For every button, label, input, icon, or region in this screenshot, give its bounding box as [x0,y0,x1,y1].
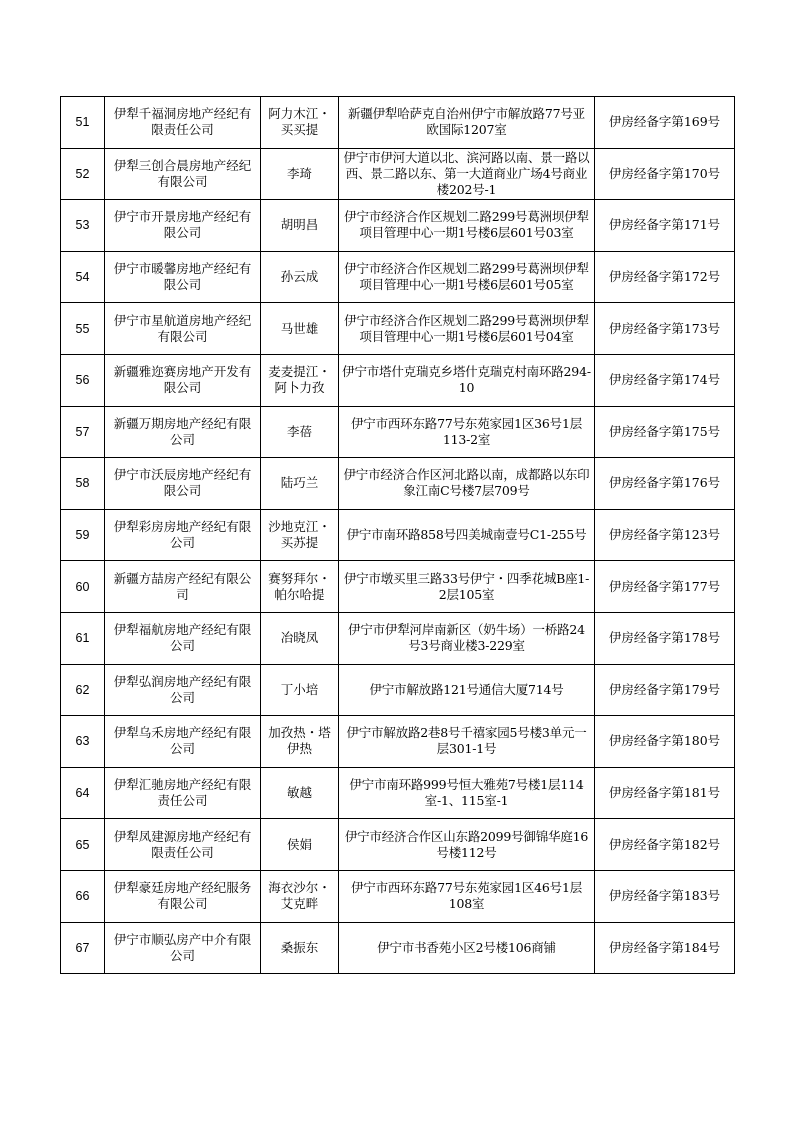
contact-person-cell [261,716,339,768]
contact-person: 陆巧兰 [280,475,319,491]
company-name-cell [105,458,261,510]
contact-person: 丁小培 [280,681,319,697]
contact-person: 李琦 [286,165,312,181]
company-name-cell [105,200,261,252]
row-number-cell [61,767,105,819]
company-address-cell [339,148,595,200]
contact-person: 海衣沙尔・艾克畔 [268,880,331,912]
record-code: 伊房经备字第183号 [608,888,721,904]
company-address-cell [339,664,595,716]
company-name-cell [105,870,261,922]
record-code-cell [595,819,735,871]
contact-person: 马世雄 [280,320,319,336]
row-number: 64 [75,786,90,801]
contact-person-cell [261,303,339,355]
contact-person-cell [261,251,339,303]
contact-person-cell [261,922,339,974]
company-address-cell [339,922,595,974]
row-number: 66 [75,889,90,904]
table-row [61,148,735,200]
contact-person: 赛努拜尔・帕尔哈提 [268,570,331,602]
company-address: 伊宁市经济合作区规划二路299号葛洲坝伊犁项目管理中心一期1号楼6层601号05室 [344,261,589,293]
contact-person: 冶晓凤 [280,630,319,646]
table-row [61,354,735,406]
record-code-cell [595,303,735,355]
row-number-cell [61,870,105,922]
company-name: 伊犁福航房地产经纪有限公司 [113,622,252,654]
company-address-cell [339,303,595,355]
contact-person: 敏越 [286,785,312,801]
record-code: 伊房经备字第178号 [608,630,721,646]
record-code-cell [595,664,735,716]
company-name: 伊宁市暖馨房地产经纪有限公司 [113,261,252,293]
row-number: 56 [75,373,90,388]
record-code-cell [595,870,735,922]
row-number: 65 [75,837,90,852]
contact-person-cell [261,406,339,458]
company-address-cell [339,354,595,406]
contact-person: 阿力木江・买买提 [268,106,331,138]
record-code: 伊房经备字第181号 [608,785,721,801]
table-row [61,664,735,716]
company-name: 伊犁千福洞房地产经纪有限责任公司 [113,106,252,138]
record-code: 伊房经备字第180号 [608,733,721,749]
record-code-cell [595,354,735,406]
record-code: 伊房经备字第172号 [608,269,721,285]
contact-person: 侯娟 [286,836,312,852]
company-address: 伊宁市解放路121号通信大厦714号 [369,681,564,697]
table-row [61,97,735,149]
row-number-cell [61,922,105,974]
company-address: 新疆伊犁哈萨克自治州伊宁市解放路77号亚欧国际1207室 [348,106,585,138]
table-row [61,819,735,871]
record-code: 伊房经备字第184号 [608,939,721,955]
record-code-cell [595,922,735,974]
row-number-cell [61,97,105,149]
table-row [61,303,735,355]
company-name: 伊犁豪廷房地产经纪服务有限公司 [113,880,252,912]
row-number: 54 [75,270,90,285]
record-code: 伊房经备字第170号 [608,165,721,181]
row-number: 60 [75,579,90,594]
company-address: 伊宁市解放路2巷8号千禧家园5号楼3单元一层301-1号 [346,725,587,757]
company-name: 伊犁弘润房地产经纪有限公司 [113,673,252,705]
table-row [61,251,735,303]
table-row [61,200,735,252]
contact-person-cell [261,561,339,613]
record-code: 伊房经备字第171号 [608,217,721,233]
company-address-cell [339,561,595,613]
company-name: 伊犁汇驰房地产经纪有限责任公司 [113,777,252,809]
company-address-cell [339,819,595,871]
record-code-cell [595,97,735,149]
record-code-cell [595,612,735,664]
company-address: 伊宁市经济合作区河北路以南，成都路以东印象江南C号楼7层709号 [343,467,590,499]
record-code: 伊房经备字第173号 [608,320,721,336]
company-address-cell [339,406,595,458]
row-number-cell [61,406,105,458]
record-code-cell [595,561,735,613]
row-number-cell [61,458,105,510]
company-name: 新疆方喆房产经纪有限公司 [113,570,252,602]
table-row [61,509,735,561]
company-name-cell [105,303,261,355]
company-address-cell [339,767,595,819]
row-number: 57 [75,424,90,439]
row-number-cell [61,303,105,355]
row-number: 61 [75,631,90,646]
row-number-cell [61,251,105,303]
row-number-cell [61,509,105,561]
contact-person: 加孜热・塔伊热 [268,725,331,757]
company-name-cell [105,612,261,664]
company-address-cell [339,612,595,664]
company-address: 伊宁市墩买里三路33号伊宁・四季花城B座1-2层105室 [343,570,590,602]
company-name: 伊犁凤建源房地产经纪有限责任公司 [113,828,252,860]
company-name-cell [105,767,261,819]
row-number: 55 [75,321,90,336]
table-row [61,612,735,664]
contact-person: 沙地克江・买苏提 [268,519,331,551]
company-address: 伊宁市塔什克瑞克乡塔什克瑞克村南环路294-10 [342,364,591,396]
record-code-cell [595,458,735,510]
contact-person-cell [261,200,339,252]
table-row [61,767,735,819]
row-number: 53 [75,218,90,233]
company-name-cell [105,664,261,716]
contact-person-cell [261,612,339,664]
company-name-cell [105,354,261,406]
table-row [61,870,735,922]
contact-person-cell [261,819,339,871]
record-code: 伊房经备字第179号 [608,681,721,697]
company-address: 伊宁市经济合作区山东路2099号御锦华庭16号楼112号 [344,828,589,860]
company-name-cell [105,148,261,200]
company-name: 伊犁彩房房地产经纪有限公司 [113,519,252,551]
company-address: 伊宁市书香苑小区2号楼106商铺 [377,939,556,955]
row-number: 63 [75,734,90,749]
contact-person-cell [261,509,339,561]
contact-person: 孙云成 [280,269,319,285]
row-number-cell [61,354,105,406]
company-name-cell [105,922,261,974]
row-number-cell [61,561,105,613]
row-number: 58 [75,476,90,491]
record-code-cell [595,509,735,561]
registry-body [61,97,735,974]
company-address: 伊宁市南环路999号恒大雅苑7号楼1层114室-1、115室-1 [349,777,584,809]
company-name-cell [105,819,261,871]
company-name-cell [105,561,261,613]
row-number-cell [61,148,105,200]
company-name-cell [105,406,261,458]
company-name: 伊宁市顺弘房产中介有限公司 [113,931,252,963]
row-number: 62 [75,682,90,697]
company-address: 伊宁市南环路858号四美城南壹号C1-255号 [346,527,587,543]
record-code: 伊房经备字第177号 [608,578,721,594]
contact-person-cell [261,97,339,149]
row-number-cell [61,819,105,871]
table-row [61,922,735,974]
company-address-cell [339,870,595,922]
record-code-cell [595,200,735,252]
company-address-cell [339,97,595,149]
contact-person: 麦麦提江・阿卜力孜 [268,364,331,396]
record-code: 伊房经备字第174号 [608,372,721,388]
row-number: 51 [75,115,90,130]
record-code: 伊房经备字第182号 [608,836,721,852]
record-code-cell [595,716,735,768]
company-name-cell [105,509,261,561]
record-code: 伊房经备字第169号 [608,114,721,130]
contact-person: 李蓓 [286,423,312,439]
record-code-cell [595,251,735,303]
table-row [61,406,735,458]
row-number: 67 [75,940,90,955]
contact-person-cell [261,148,339,200]
record-code: 伊房经备字第123号 [608,527,721,543]
record-code-cell [595,767,735,819]
row-number: 59 [75,528,90,543]
company-address: 伊宁市经济合作区规划二路299号葛洲坝伊犁项目管理中心一期1号楼6层601号04室 [344,312,589,344]
company-address-cell [339,716,595,768]
row-number-cell [61,664,105,716]
company-name: 伊犁三创合晨房地产经纪有限公司 [113,157,252,189]
company-name-cell [105,97,261,149]
company-address: 伊宁市伊河大道以北、滨河路以南、景一路以西、景二路以东、第一大道商业广场4号商业楼202号-1 [343,149,590,197]
company-address: 伊宁市西环东路77号东苑家园1区36号1层113-2室 [350,415,583,447]
company-name: 伊宁市星航道房地产经纪有限公司 [113,312,252,344]
contact-person: 胡明昌 [280,217,319,233]
company-name: 伊宁市开景房地产经纪有限公司 [113,209,252,241]
contact-person-cell [261,458,339,510]
record-code-cell [595,148,735,200]
agency-registry-table [60,96,735,974]
company-address-cell [339,200,595,252]
contact-person-cell [261,664,339,716]
company-name: 新疆万期房地产经纪有限公司 [113,415,252,447]
company-address: 伊宁市西环东路77号东苑家园1区46号1层108室 [350,880,583,912]
table-row [61,716,735,768]
company-name-cell [105,251,261,303]
table-row [61,458,735,510]
record-code: 伊房经备字第176号 [608,475,721,491]
row-number-cell [61,716,105,768]
contact-person: 桑振东 [280,939,319,955]
company-name-cell [105,716,261,768]
record-code-cell [595,406,735,458]
row-number-cell [61,612,105,664]
company-name: 伊犁乌禾房地产经纪有限公司 [113,725,252,757]
record-code: 伊房经备字第175号 [608,423,721,439]
company-address: 伊宁市经济合作区规划二路299号葛洲坝伊犁项目管理中心一期1号楼6层601号03室 [344,209,589,241]
table-row [61,561,735,613]
company-address-cell [339,458,595,510]
row-number: 52 [75,166,90,181]
contact-person-cell [261,354,339,406]
row-number-cell [61,200,105,252]
contact-person-cell [261,767,339,819]
company-address-cell [339,509,595,561]
contact-person-cell [261,870,339,922]
company-address-cell [339,251,595,303]
company-address: 伊宁市伊犁河岸南新区（奶牛场）一桥路24号3号商业楼3-229室 [348,622,585,654]
company-name: 伊宁市沃辰房地产经纪有限公司 [113,467,252,499]
company-name: 新疆雅迩赛房地产开发有限公司 [113,364,252,396]
